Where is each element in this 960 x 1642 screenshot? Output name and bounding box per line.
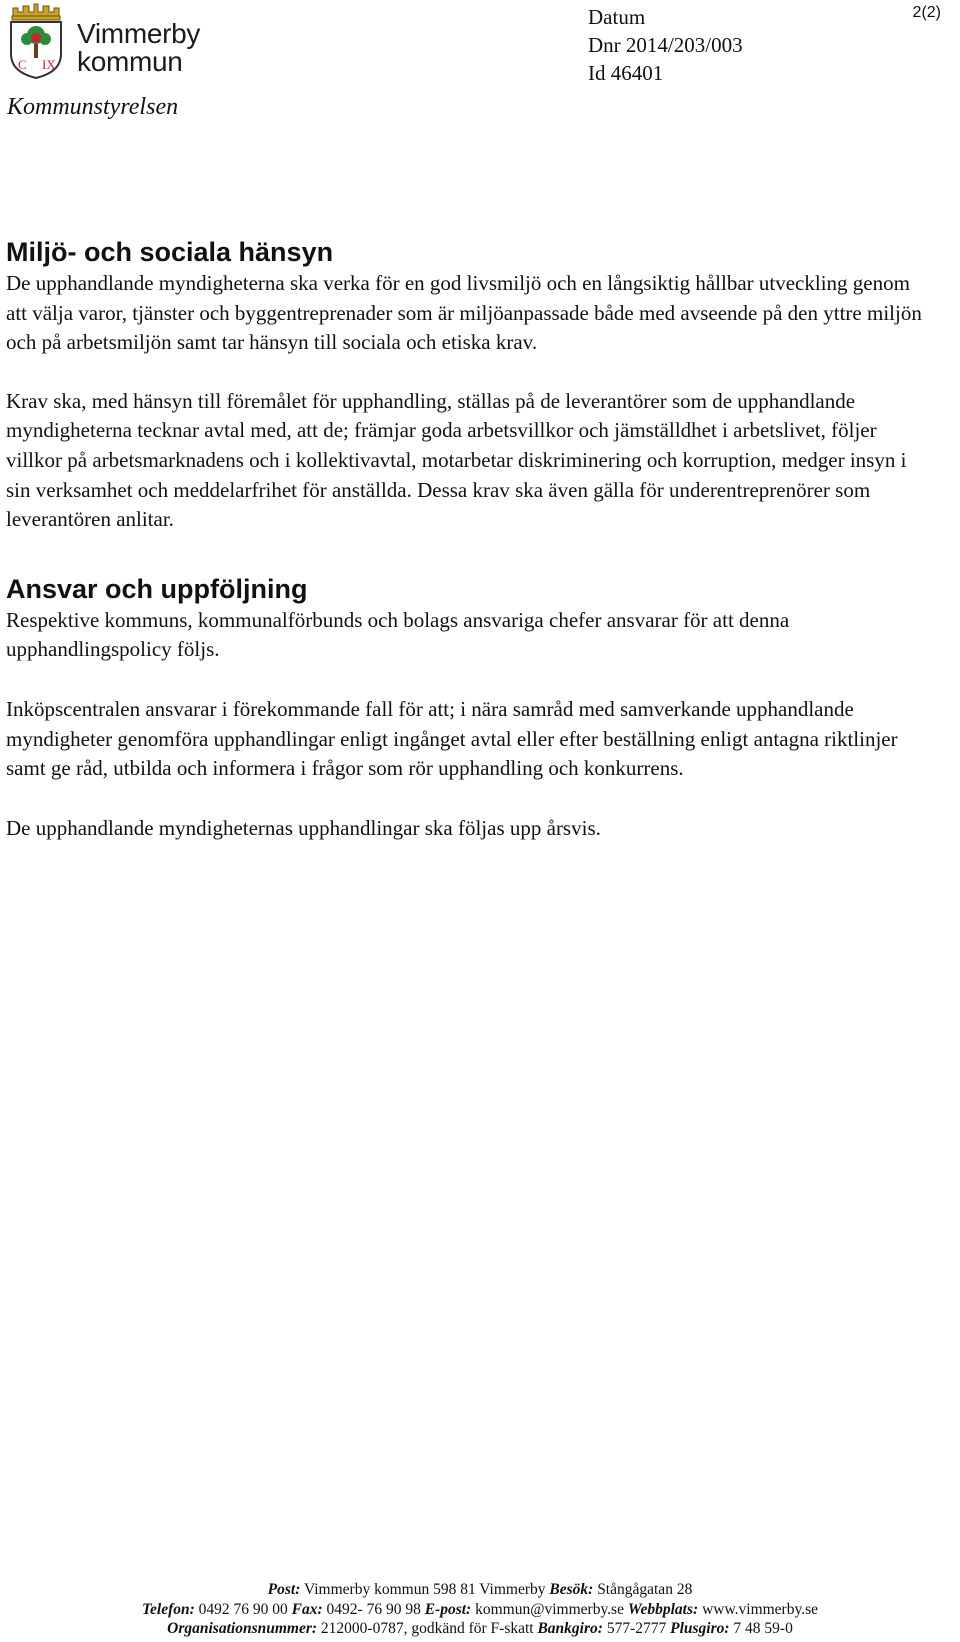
paragraph: Respektive kommuns, kommunalförbunds och bolags ansvariga chefer ansvarar för att denna upphandlingspolicy följs. (6, 607, 790, 662)
footer-label: Besök: (549, 1581, 594, 1598)
paragraph: De upphandlande myndigheternas upphandlingar ska följas upp årsvis. (6, 815, 601, 840)
footer-value: 212000-0787, godkänd för F-skatt (320, 1620, 534, 1637)
document-meta (588, 3, 743, 87)
footer-line-3 (0, 1619, 960, 1639)
footer-value: 0492 76 90 00 (198, 1600, 288, 1618)
footer-value: 577-2777 (606, 1620, 667, 1637)
footer-label: Telefon: (141, 1600, 195, 1618)
paragraph: Inköpscentralen ansvarar i förekommande fall för att; i nära samråd med samverkande upphandlande myndigheter genomföra upphandlingar enligt ingånget avtal eller efter beställning enligt antagna riktlinjer samt ge råd, utbilda och informera i frågor som rör upphandling och konkurrens. (6, 696, 898, 781)
section-heading-responsibility: Ansvar och uppföljning (6, 573, 308, 604)
paragraph: De upphandlande myndigheterna ska verka för en god livsmiljö och en långsiktig hållbar utveckling genom att välja varor, tjänster och byggentreprenader som är miljöanpassade både med avseende på den yttre miljön och på arbetsmiljön samt tar hänsyn till sociala och etiska krav. (6, 271, 922, 355)
footer-value: 0492- 76 90 98 (326, 1600, 421, 1618)
footer-label: E-post: (424, 1600, 472, 1618)
section-heading-environment: Miljö- och sociala hänsyn (6, 237, 334, 267)
footer-label: Fax: (291, 1600, 323, 1618)
footer-label: Plusgiro: (670, 1620, 730, 1637)
datum-label: Datum (588, 5, 646, 29)
page-number: 2(2) (912, 4, 941, 21)
svg-text:IX: IX (42, 57, 56, 72)
logo-wordmark (77, 20, 200, 76)
footer-line-2 (0, 1600, 960, 1620)
dnr-number: Dnr 2014/203/003 (588, 33, 743, 57)
municipality-logo (7, 2, 201, 82)
logo-line-1: Vimmerby (77, 18, 201, 49)
logo-line-2: kommun (77, 46, 183, 77)
svg-text:C: C (18, 57, 27, 72)
footer-value: Vimmerby kommun 598 81 Vimmerby (303, 1581, 546, 1598)
footer-label: Webbplats: (627, 1600, 699, 1618)
footer-line-1 (0, 1580, 960, 1600)
footer-label: Post: (267, 1581, 301, 1598)
document-id: Id 46401 (588, 61, 664, 85)
footer-value: Stångågatan 28 (597, 1581, 693, 1598)
paragraph: Krav ska, med hänsyn till föremålet för upphandling, ställas på de leverantörer som de upphandlande myndigheterna tecknar avtal med, att de; främjar goda arbetsvillkor och jämställdhet i arbetslivet, följer villkor på arbetsmarknadens och i kollektivavtal, motarbetar diskriminering och korruption, medger insyn i sin verksamhet och meddelarfrihet för anställda. Dessa krav ska även gälla för underentreprenörer som leverantören anlitar. (6, 388, 907, 532)
footer-label: Organisationsnummer: (167, 1620, 318, 1637)
footer-value: 7 48 59-0 (733, 1620, 793, 1637)
page-footer (0, 1580, 960, 1639)
footer-email: kommun@vimmerby.se (475, 1600, 624, 1618)
department-name: Kommunstyrelsen (7, 94, 179, 120)
footer-website: www.vimmerby.se (702, 1600, 819, 1618)
document-body (6, 236, 936, 843)
coat-of-arms-icon (7, 2, 65, 80)
footer-label: Bankgiro: (537, 1620, 603, 1637)
